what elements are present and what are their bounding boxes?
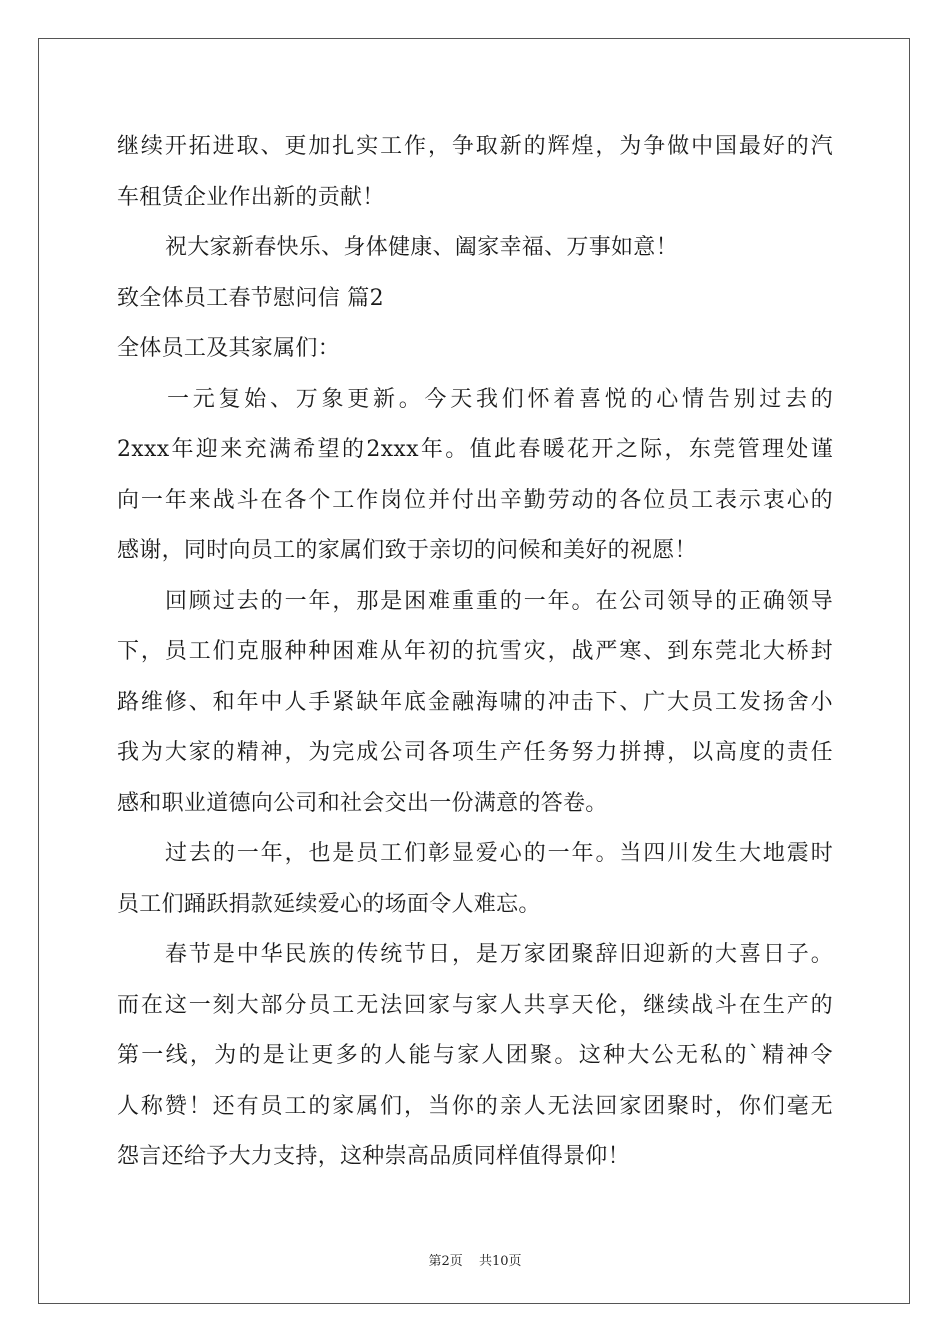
text-line: 祝大家新春快乐、身体健康、阖家幸福、万事如意！ <box>165 235 678 260</box>
text-line: 感和职业道德向公司和社会交出一份满意的答卷。 <box>117 790 608 816</box>
text-line: 感谢，同时向员工的家属们致于亲切的问候和美好的祝愿！ <box>117 538 697 563</box>
text-line: 车租赁企业作出新的贡献！ <box>117 184 385 210</box>
text-line: 过去的一年，也是员工们彰显爱心的一年。当四川发生大地震时 <box>165 841 833 866</box>
text-line: 路维修、和年中人手紧缺年底金融海啸的冲击下、广大员工发扬舍小 <box>117 689 833 715</box>
page-footer <box>0 1250 950 1269</box>
text-line: 一元复始、万象更新。今天我们怀着喜悦的心情告别过去的 <box>167 386 833 412</box>
page-number: 第2页 <box>428 1254 463 1269</box>
text-line: 继续开拓进取、更加扎实工作，争取新的辉煌，为争做中国最好的汽 <box>117 134 833 159</box>
page-total: 共10页 <box>478 1254 522 1269</box>
text-line: 怨言还给予大力支持，这种崇高品质同样值得景仰！ <box>117 1144 630 1169</box>
text-line: 下，员工们克服种种困难从年初的抗雪灾，战严寒、到东莞北大桥封 <box>117 639 833 664</box>
text-line: 春节是中华民族的传统节日，是万家团聚辞旧迎新的大喜日子。 <box>165 942 833 967</box>
document-body <box>117 122 833 1183</box>
text-line: 第一线，为的是让更多的人能与家人团聚。这种大公无私的`精神令 <box>117 1043 833 1068</box>
text-line: 而在这一刻大部分员工无法回家与家人共享天伦，继续战斗在生产的 <box>117 992 833 1018</box>
text-line: 人称赞！还有员工的家属们，当你的亲人无法回家团聚时，你们毫无 <box>117 1093 833 1119</box>
text-line: 回顾过去的一年，那是困难重重的一年。在公司领导的正确领导 <box>165 588 833 614</box>
text-line: 员工们踊跃捐款延续爱心的场面令人难忘。 <box>117 891 541 917</box>
text-line: 向一年来战斗在各个工作岗位并付出辛勤劳动的各位员工表示衷心的 <box>117 487 833 513</box>
text-line: 全体员工及其家属们： <box>117 336 341 361</box>
text-line: 我为大家的精神，为完成公司各项生产任务努力拼搏，以高度的责任 <box>117 740 833 765</box>
text-line: 2xxx年迎来充满希望的2xxx年。值此春暖花开之际，东莞管理处谨 <box>117 437 833 462</box>
text-line: 致全体员工春节慰问信 篇2 <box>117 285 384 311</box>
